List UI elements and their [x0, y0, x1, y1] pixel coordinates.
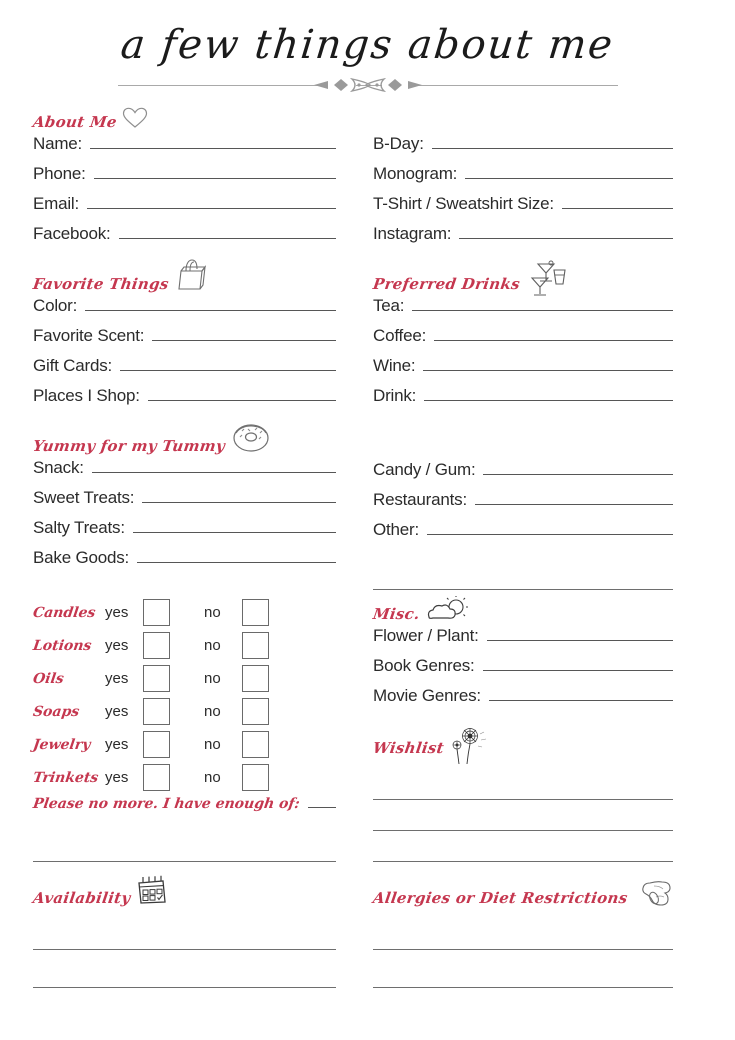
- field-label: Color:: [33, 296, 78, 315]
- no-label: no: [204, 670, 221, 687]
- allergies-line-1[interactable]: [373, 949, 673, 950]
- field-label: Candy / Gum:: [373, 460, 476, 479]
- field-row: [373, 194, 673, 224]
- field-label: Favorite Scent:: [33, 326, 145, 345]
- yes-label: yes: [105, 736, 129, 753]
- field-label: Snack:: [33, 458, 84, 477]
- field-row: [33, 194, 336, 224]
- field-label: Restaurants:: [373, 490, 467, 509]
- field-input-drink[interactable]: [424, 387, 673, 401]
- preference-row: [33, 728, 336, 761]
- field-input-enough-of-overflow[interactable]: [33, 861, 336, 862]
- field-label: Places I Shop:: [33, 386, 140, 405]
- field-input-candy-gum[interactable]: [483, 461, 673, 475]
- section-title: Availability: [31, 889, 132, 907]
- section-title: Yummy for my Tummy: [31, 437, 227, 455]
- wishlist-line-3[interactable]: [373, 861, 673, 862]
- field-input-movie-genres[interactable]: [489, 687, 673, 701]
- field-row: [33, 548, 336, 578]
- field-label: Wine:: [373, 356, 416, 375]
- section-preferences: [33, 596, 336, 862]
- preference-label: Lotions: [31, 637, 93, 654]
- field-label: Drink:: [373, 386, 417, 405]
- field-row: [373, 164, 673, 194]
- preference-row: [33, 662, 336, 695]
- no-label: no: [204, 769, 221, 786]
- field-label: Sweet Treats:: [33, 488, 135, 507]
- field-input-gift-cards[interactable]: [120, 357, 336, 371]
- section-preferred-drinks: [373, 266, 673, 416]
- section-header-yummy: [33, 428, 336, 454]
- blank-line-row: [33, 950, 336, 988]
- blank-line-row: [373, 831, 673, 862]
- section-availability: [33, 880, 336, 988]
- field-input-other[interactable]: [427, 521, 673, 535]
- section-header-misc: [373, 596, 673, 622]
- decorative-divider: [118, 76, 618, 94]
- field-row: [373, 656, 673, 686]
- field-row: [33, 458, 336, 488]
- blank-line-row: [373, 950, 673, 988]
- section-title: Allergies or Diet Restrictions: [371, 889, 629, 907]
- heart-icon: [121, 106, 149, 130]
- field-label: Phone:: [33, 164, 86, 183]
- section-wishlist: [373, 730, 673, 862]
- field-row: [33, 224, 336, 254]
- checkbox-oils-no[interactable]: [242, 665, 269, 692]
- field-row: [373, 490, 673, 520]
- peanut-icon: [632, 878, 674, 910]
- calendar-icon: [134, 874, 170, 906]
- preference-row: [33, 596, 336, 629]
- yes-label: yes: [105, 670, 129, 687]
- field-label: Movie Genres:: [373, 686, 481, 705]
- field-input-email[interactable]: [87, 195, 336, 209]
- checkbox-lotions-no[interactable]: [242, 632, 269, 659]
- field-row: [33, 326, 336, 356]
- field-input-phone[interactable]: [94, 165, 336, 179]
- field-input-other-overflow[interactable]: [373, 589, 673, 590]
- divider-ornament-right: [352, 78, 422, 92]
- field-label: Gift Cards:: [33, 356, 113, 375]
- section-yummy-for-my-tummy: [33, 428, 336, 578]
- divider-rule-right: [410, 85, 618, 86]
- checkbox-candles-no[interactable]: [242, 599, 269, 626]
- page-header: [0, 0, 735, 94]
- field-input-snack[interactable]: [92, 459, 336, 473]
- blank-line-row: [373, 550, 673, 590]
- field-row: [373, 460, 673, 490]
- availability-line-2[interactable]: [33, 987, 336, 988]
- section-title: Misc.: [371, 605, 421, 623]
- field-input-color[interactable]: [85, 297, 336, 311]
- section-header-about-me: [33, 104, 336, 130]
- preference-label: Candles: [31, 604, 97, 621]
- wishlist-line-2[interactable]: [373, 830, 673, 831]
- section-header-preferred-drinks: [373, 266, 673, 292]
- preference-row: [33, 695, 336, 728]
- section-title: Preferred Drinks: [371, 275, 522, 293]
- yes-label: yes: [105, 604, 129, 621]
- field-label: Bake Goods:: [33, 548, 130, 567]
- divider-rule-left: [118, 85, 326, 86]
- field-row: [373, 296, 673, 326]
- section-header-wishlist: [373, 730, 673, 756]
- checkbox-candles-yes[interactable]: [143, 599, 170, 626]
- field-row: [33, 386, 336, 416]
- blank-line-row: [373, 800, 673, 831]
- field-input-monogram[interactable]: [465, 165, 673, 179]
- field-row: [373, 626, 673, 656]
- field-input-tea[interactable]: [412, 297, 673, 311]
- field-row: [373, 326, 673, 356]
- field-row: [33, 356, 336, 386]
- section-about-me-right: [373, 134, 673, 254]
- field-input-instagram[interactable]: [459, 225, 673, 239]
- checkbox-soaps-no[interactable]: [242, 698, 269, 725]
- section-favorite-things: [33, 266, 336, 416]
- field-row: [373, 356, 673, 386]
- no-label: no: [204, 604, 221, 621]
- section-allergies: [373, 880, 673, 988]
- field-row: [373, 386, 673, 416]
- field-label: Coffee:: [373, 326, 427, 345]
- field-input-coffee[interactable]: [434, 327, 673, 341]
- field-label: Flower / Plant:: [373, 626, 479, 645]
- field-row: [373, 520, 673, 550]
- dandelion-icon: [448, 726, 490, 766]
- checkbox-lotions-yes[interactable]: [143, 632, 170, 659]
- field-input-bake-goods[interactable]: [137, 549, 336, 563]
- field-row: [33, 488, 336, 518]
- cocktail-glasses-icon: [524, 260, 570, 300]
- allergies-line-2[interactable]: [373, 987, 673, 988]
- field-input-sweet-treats[interactable]: [142, 489, 336, 503]
- blank-line-row: [373, 760, 673, 800]
- field-input-flower-plant[interactable]: [487, 627, 673, 641]
- checkbox-jewelry-yes[interactable]: [143, 731, 170, 758]
- section-header-availability: [33, 880, 336, 906]
- field-row: [33, 296, 336, 326]
- page-title: a few things about me: [118, 22, 617, 68]
- field-input-name[interactable]: [90, 135, 336, 149]
- field-label: Book Genres:: [373, 656, 475, 675]
- no-label: no: [204, 637, 221, 654]
- shopping-bag-icon: [173, 258, 209, 292]
- field-label: Facebook:: [33, 224, 111, 243]
- checkbox-jewelry-no[interactable]: [242, 731, 269, 758]
- yes-label: yes: [105, 769, 129, 786]
- field-label: T-Shirt / Sweatshirt Size:: [373, 194, 554, 213]
- section-header-allergies: [373, 880, 673, 906]
- checkbox-trinkets-no[interactable]: [242, 764, 269, 791]
- preference-label: Soaps: [31, 703, 81, 720]
- field-input-shirt-size[interactable]: [562, 195, 673, 209]
- donut-icon: [229, 420, 273, 454]
- blank-line-row: [33, 826, 336, 862]
- section-misc: [373, 596, 673, 716]
- section-header-favorite-things: [33, 266, 336, 292]
- field-row: [33, 134, 336, 164]
- enough-of-row: [33, 796, 336, 826]
- no-label: no: [204, 736, 221, 753]
- field-input-restaurants[interactable]: [475, 491, 673, 505]
- checkbox-soaps-yes[interactable]: [143, 698, 170, 725]
- cloud-sun-icon: [424, 596, 470, 624]
- section-title: Wishlist: [371, 739, 446, 757]
- no-label: no: [204, 703, 221, 720]
- preference-label: Jewelry: [31, 736, 92, 753]
- field-input-enough-of[interactable]: [308, 796, 336, 808]
- field-label: Tea:: [373, 296, 405, 315]
- checkbox-oils-yes[interactable]: [143, 665, 170, 692]
- section-title: About Me: [31, 113, 119, 131]
- preference-label: Trinkets: [31, 769, 100, 786]
- field-label: Monogram:: [373, 164, 458, 183]
- field-row: [373, 686, 673, 716]
- blank-line-row: [33, 910, 336, 950]
- field-label: Name:: [33, 134, 83, 153]
- field-row: [373, 224, 673, 254]
- field-input-wine[interactable]: [423, 357, 673, 371]
- field-label: Other:: [373, 520, 420, 539]
- availability-line-1[interactable]: [33, 949, 336, 950]
- field-label: Email:: [33, 194, 80, 213]
- section-title: Favorite Things: [31, 275, 171, 293]
- field-label: B-Day:: [373, 134, 424, 153]
- field-input-book-genres[interactable]: [483, 657, 673, 671]
- enough-of-label: Please no more. I have enough of:: [31, 796, 301, 812]
- field-row: [373, 134, 673, 164]
- field-input-facebook[interactable]: [119, 225, 336, 239]
- preference-label: Oils: [31, 670, 65, 687]
- field-input-bday[interactable]: [432, 135, 673, 149]
- field-row: [33, 164, 336, 194]
- field-input-places-i-shop[interactable]: [148, 387, 336, 401]
- field-input-salty-treats[interactable]: [133, 519, 336, 533]
- section-about-me: [33, 104, 336, 254]
- preference-row: [33, 629, 336, 662]
- preference-row: [33, 761, 336, 794]
- field-label: Instagram:: [373, 224, 452, 243]
- wishlist-line-1[interactable]: [373, 799, 673, 800]
- checkbox-trinkets-yes[interactable]: [143, 764, 170, 791]
- blank-line-row: [373, 910, 673, 950]
- yes-label: yes: [105, 637, 129, 654]
- section-yummy-right: [373, 460, 673, 590]
- field-label: Salty Treats:: [33, 518, 125, 537]
- yes-label: yes: [105, 703, 129, 720]
- field-row: [33, 518, 336, 548]
- field-input-favorite-scent[interactable]: [152, 327, 336, 341]
